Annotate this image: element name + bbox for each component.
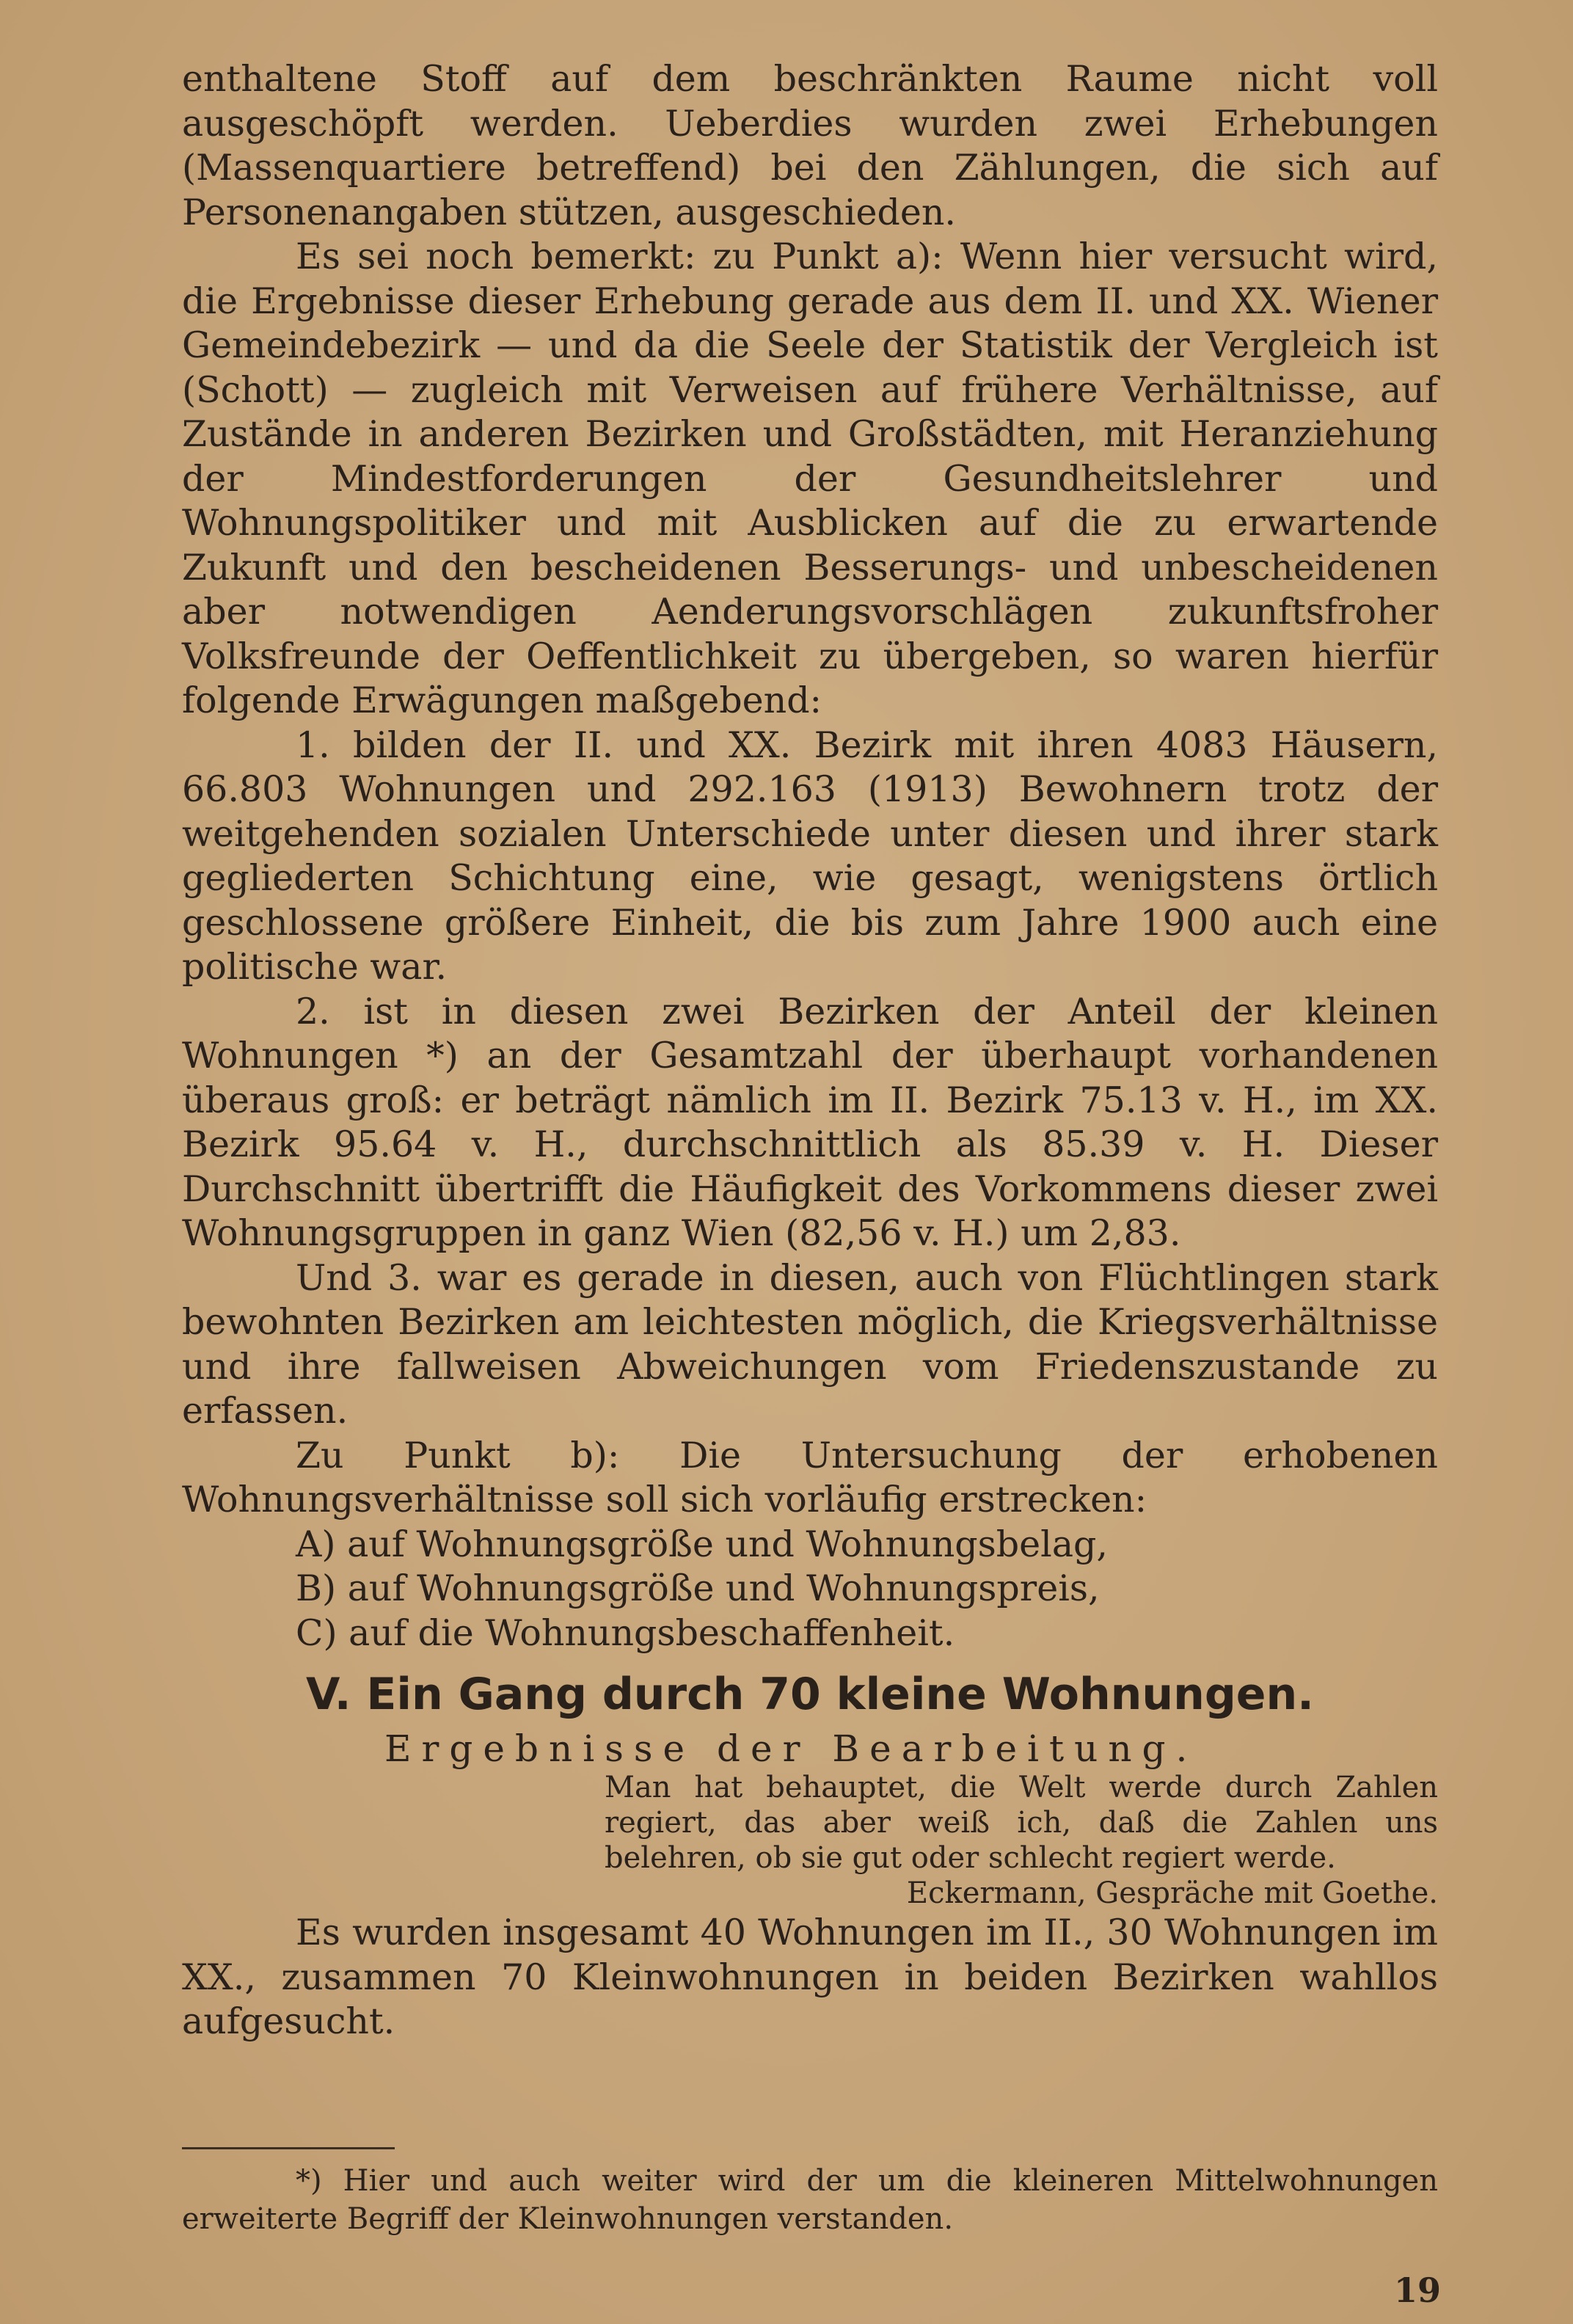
paragraph-continuation: enthaltene Stoff auf dem beschränkten Raume nicht voll ausgeschöpft werden. Ueberdies wurden zwei Erhebungen (Massenquartiere betreffend) bei den Zählungen, die sich auf Personenangaben stützen, ausgeschieden. <box>182 58 1438 233</box>
motto-text: Man hat behauptet, die Welt werde durch Zahlen regiert, das aber weiß ich, daß die Zahlen uns belehren, ob sie gut oder schlecht regiert werde. <box>605 1771 1438 1875</box>
page-number: 19 <box>1393 2270 1441 2310</box>
footnote-text: *) Hier und auch weiter wird der um die kleineren Mittelwohnungen erweiterte Begriff der Kleinwohnungen verstanden. <box>182 2164 1438 2236</box>
paragraph-closing: Es wurden insgesamt 40 Wohnungen im II., 30 Wohnungen im XX., zusammen 70 Kleinwohnungen in beiden Bezirken wahllos aufgesucht. <box>182 1912 1438 2042</box>
section-subheading: Ergebnisse der Bearbeitung. <box>384 1727 1198 1770</box>
list-item-a: A) auf Wohnungsgröße und Wohnungsbelag, <box>296 1523 1108 1565</box>
footnote <box>182 2162 1438 2238</box>
list-item-b: B) auf Wohnungsgröße und Wohnungspreis, <box>296 1567 1100 1609</box>
paragraph-point-1: 1. bilden der II. und XX. Bezirk mit ihren 4083 Häusern, 66.803 Wohnungen und 292.163 (1913) Bewohnern trotz der weitgehenden sozialen Unterschiede unter diesen und ihrer stark gegliederten Schichtung eine, wie gesagt, wenigstens örtlich geschlossene größere Einheit, die bis zum Jahre 1900 auch eine politische war. <box>182 724 1438 988</box>
motto-source: Eckermann, Gespräche mit Goethe. <box>906 1876 1438 1910</box>
paragraph-remark: Es sei noch bemerkt: zu Punkt a): Wenn hier versucht wird, die Ergebnisse dieser Erhebung gerade aus dem II. und XX. Wiener Gemeindebezirk — und da die Seele der Statistik der Vergleich ist (Schott) — zugleich mit Verweisen auf frühere Verhältnisse, auf Zustände in anderen Bezirken und Großstädten, mit Heranziehung der Mindestforderungen der Gesundheitslehrer und Wohnungspolitiker und mit Ausblicken auf die zu erwartende Zukunft und den bescheidenen Besserungs- und unbescheidenen aber notwendigen Aenderungsvorschlägen zukunftsfroher Volksfreunde der Oeffentlichkeit zu übergeben, so waren hierfür folgende Erwägungen maßgebend: <box>182 236 1438 721</box>
section-heading: V. Ein Gang durch 70 kleine Wohnungen. <box>306 1669 1314 1720</box>
paragraph-point-b: Zu Punkt b): Die Untersuchung der erhobenen Wohnungsverhältnisse soll sich vorläufig erstrecken: <box>182 1434 1438 1520</box>
paragraph-point-2: 2. ist in diesen zwei Bezirken der Anteil der kleinen Wohnungen *) an der Gesamtzahl der überhaupt vorhandenen überaus groß: er beträgt nämlich im II. Bezirk 75.13 v. H., im XX. Bezirk 95.64 v. H., durchschnittlich als 85.39 v. H. Dieser Durchschnitt übertrifft die Häufigkeit des Vorkommens dieser zwei Wohnungsgruppen in ganz Wien (82,56 v. H.) um 2,83. <box>182 990 1438 1254</box>
body-text <box>182 57 1438 2044</box>
motto-quote <box>605 1770 1438 1911</box>
paragraph-point-3: Und 3. war es gerade in diesen, auch von Flüchtlingen stark bewohnten Bezirken am leichtesten möglich, die Kriegsverhältnisse und ihre fallweisen Abweichungen vom Friedenszustande zu erfassen. <box>182 1256 1438 1432</box>
list-item-c: C) auf die Wohnungsbeschaffenheit. <box>296 1611 955 1654</box>
footnote-divider <box>182 2147 395 2149</box>
